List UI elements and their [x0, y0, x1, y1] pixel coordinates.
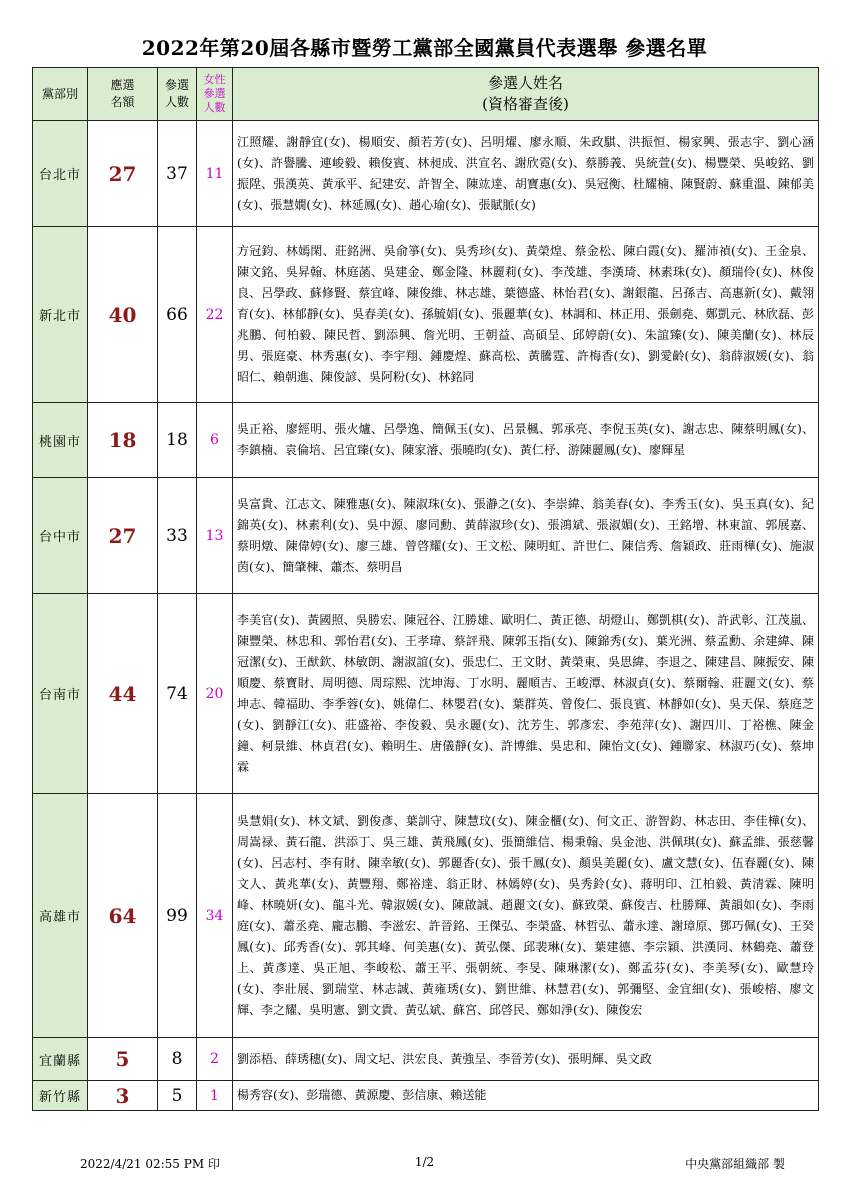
female-count: 13	[197, 478, 233, 594]
female-count: 11	[197, 121, 233, 227]
table-row	[33, 478, 819, 594]
header-count	[158, 68, 197, 121]
candidate-count: 66	[158, 227, 197, 403]
header-quota-line1: 應選	[110, 78, 135, 92]
header-female-line3: 人數	[203, 101, 226, 114]
candidate-names: 李美官(女)、黃國照、吳勝宏、陳冠谷、江勝雄、歐明仁、黃正德、胡燈山、鄭凱棋(女)、許武彰、江茂嵐、陳豐榮、林忠和、郭怡君(女)、王孝瑋、蔡評飛、陳郭玉指(女)、陳錦秀(女)、葉光洲、蔡孟勳、余建緯、陳冠潔(女)、王猷欽、林敏朗、謝淑誼(女)、張忠仁、王文財、黃榮東、吳思緯、李退之、陳建昌、陳振安、陳順慶、蔡寶財、周明德、周琮熙、沈坤海、丁水明、麗順吉、王峻潭、林淑貞(女)、蔡爾翰、莊麗文(女)、蔡坤志、韓福助、李季蓉(女)、姚偉仁、林嬰君(女)、葉群英、曾俊仁、張良賓、林靜如(女)、吳天保、蔡庭芝(女)、劉靜江(女)、莊盛裕、李俊毅、吳永麗(女)、沈芳生、郭彥宏、李苑萍(女)、謝四川、丁裕樵、陳金鐘、柯景維、林貞君(女)、賴明生、唐儀靜(女)、許博維、吳忠和、陳怡文(女)、鍾聯家、林淑巧(女)、蔡坤霖	[233, 594, 819, 794]
region-name: 新竹縣	[33, 1081, 88, 1111]
candidate-names: 楊秀容(女)、彭瑞德、黃源慶、彭信康、賴送能	[233, 1081, 819, 1111]
table-row	[33, 121, 819, 227]
candidate-names: 方冠鈞、林嫣閑、莊銘洲、吳俞箏(女)、吳秀珍(女)、黃榮煌、蔡金松、陳白霞(女)、羅沛禎(女)、王金泉、陳文銘、吳昇翰、林庭菡、吳建金、鄭金隆、林麗莉(女)、李茂雄、李漢琦、林素珠(女)、顏瑞伶(女)、林俊良、呂學政、蘇修賢、蔡宜峰、陳俊維、林志雄、葉德盛、林怡君(女)、謝銀龍、呂孫吉、高惠新(女)、戴翎育(女)、林郁靜(女)、吳春美(女)、孫毓娟(女)、張麗華(女)、林調和、林正用、張劍堯、鄭凱元、林欣磊、彭兆鵬、何柏毅、陳民哲、劉添興、詹光明、王朝益、高碩呈、邱婷蔚(女)、朱誼臻(女)、陳美蘭(女)、林辰男、張庭豪、林秀惠(女)、李宇翔、鍾慶煌、蘇高松、黃騰霆、許梅香(女)、劉愛齡(女)、翁薛淑媛(女)、翁昭仁、賴朝進、陳俊諺、吳阿粉(女)、林銘同	[233, 227, 819, 403]
header-female-line1: 女性	[203, 73, 226, 86]
candidate-count: 74	[158, 594, 197, 794]
quota-value: 3	[88, 1081, 158, 1111]
page-title: 2022年第20屆各縣市暨勞工黨部全國黨員代表選舉 參選名單	[141, 36, 708, 60]
candidate-count: 33	[158, 478, 197, 594]
table-row	[33, 1081, 819, 1111]
header-names	[233, 68, 819, 121]
table-row	[33, 227, 819, 403]
region-name: 高雄市	[33, 794, 88, 1038]
region-name: 新北市	[33, 227, 88, 403]
print-timestamp: 2022/4/21 02:55 PM 印	[80, 1157, 220, 1171]
candidate-names: 劉添梧、薛琇穗(女)、周文圮、洪宏良、黃強呈、李晉芳(女)、張明輝、吳文政	[233, 1038, 819, 1081]
candidate-names: 吳富貴、江志文、陳雅惠(女)、陳淑珠(女)、張瀞之(女)、李崇緯、翁美春(女)、李秀玉(女)、吳玉真(女)、紀錦英(女)、林素利(女)、吳中源、廖同勳、黃薛淑珍(女)、張鴻斌、張淑媚(女)、王銘增、林東誼、郭展嘉、蔡明燉、陳偉婷(女)、廖三雄、曾啓耀(女)、王文松、陳明虹、許世仁、陳信秀、詹穎政、莊雨樺(女)、施淑茵(女)、簡肇棟、蕭杰、蔡明昌	[233, 478, 819, 594]
region-name: 台北市	[33, 121, 88, 227]
quota-value: 18	[88, 403, 158, 478]
candidate-count: 99	[158, 794, 197, 1038]
quota-value: 40	[88, 227, 158, 403]
table-row	[33, 1038, 819, 1081]
region-name: 台南市	[33, 594, 88, 794]
candidate-names: 江照耀、謝靜宜(女)、楊順安、顏若芳(女)、呂明燿、廖永順、朱政騏、洪振恒、楊家興、張志宇、劉心涵(女)、許譽騰、連峻毅、賴俊賓、林昶成、洪宣名、謝欣霓(女)、蔡勝義、吳統萱(女)、楊豐榮、吳峻銘、劉振陞、張漢英、黃承平、紀建安、許智全、陳竑達、胡寶惠(女)、吳冠衡、杜耀楠、陳賢蔚、蘇重溫、陳郁美(女)、張慧嫺(女)、林延鳳(女)、趙心瑜(女)、張賦脈(女)	[233, 121, 819, 227]
candidate-names: 吳正裕、廖經明、張火爐、呂學逸、簡佩玉(女)、呂景楓、郭承亮、李倪玉英(女)、謝志忠、陳蔡明鳳(女)、李鎮楠、袁倫培、呂宜臻(女)、陳家濬、張曉昀(女)、黃仁杼、游陳麗鳳(女)、廖輝星	[233, 403, 819, 478]
region-name: 桃園市	[33, 403, 88, 478]
header-quota	[88, 68, 158, 121]
header-count-line1: 參選	[164, 78, 189, 92]
female-count: 20	[197, 594, 233, 794]
quota-value: 5	[88, 1038, 158, 1081]
header-names-line1: 參選人姓名	[487, 74, 563, 92]
female-count: 1	[197, 1081, 233, 1111]
header-count-line2: 人數	[164, 95, 189, 109]
header-female-line2: 參選	[203, 87, 226, 100]
maker-credit: 中央黨部組織部 製	[685, 1157, 785, 1171]
region-name: 宜蘭縣	[33, 1038, 88, 1081]
table-row	[33, 403, 819, 478]
header-female-count	[197, 68, 233, 121]
female-count: 34	[197, 794, 233, 1038]
female-count: 6	[197, 403, 233, 478]
header-quota-line2: 名額	[110, 95, 135, 109]
header-names-line2: (資格審查後)	[482, 95, 569, 113]
female-count: 2	[197, 1038, 233, 1081]
page-number: 1/2	[414, 1155, 435, 1169]
candidate-names: 吳慧娟(女)、林文斌、劉俊彥、葉訓守、陳慧玟(女)、陳金櫃(女)、何文正、游智鈞、林志田、李佳樺(女)、周嵩禄、黃石龍、洪添丁、吳三雄、黃飛鳳(女)、張簡維信、楊秉翰、吳金池、洪佩琪(女)、蘇孟維、張慈馨(女)、呂志村、李有財、陳幸敏(女)、郭麗香(女)、張千鳳(女)、顏吳美麗(女)、盧文慧(女)、伍春麗(女)、陳文人、黃兆華(女)、黃豐翔、鄭裕達、翁正財、林嫣婷(女)、吳秀鈴(女)、蔣明印、江柏毅、黃清霖、陳明峰、林曉妍(女)、龍斗光、韓淑媛(女)、陳啟誠、趙麗文(女)、蘇致榮、蘇俊吉、杜勝輝、黃韻如(女)、李雨庭(女)、蕭丞堯、龐志鵬、李滋宏、許晉銘、王傑弘、李榮盛、林哲弘、蕭永達、謝璋原、鄧巧佩(女)、王癸鳳(女)、邱秀香(女)、郭其峰、何美惠(女)、黃弘傑、邱裴琳(女)、葉建德、李宗穎、洪漢同、林鶴堯、蕭登上、黃彥達、吳正旭、李峻松、蕭王平、張朝統、李旻、陳琳潔(女)、鄭孟芬(女)、李美琴(女)、歐慧玲(女)、李壯展、劉瑞堂、林志誠、黃雍琇(女)、劉世維、林慧君(女)、郭彌堅、金宜細(女)、張峻榕、廖文輝、李之耀、吳明憲、劉文貴、黃弘斌、蘇宮、邱啓民、鄭如淨(女)、陳俊宏	[233, 794, 819, 1038]
candidate-table	[32, 67, 819, 1111]
candidate-count: 37	[158, 121, 197, 227]
female-count: 22	[197, 227, 233, 403]
candidate-count: 8	[158, 1038, 197, 1081]
candidate-count: 5	[158, 1081, 197, 1111]
region-name: 台中市	[33, 478, 88, 594]
table-header-row	[33, 68, 819, 121]
quota-value: 44	[88, 594, 158, 794]
table-row	[33, 594, 819, 794]
candidate-count: 18	[158, 403, 197, 478]
quota-value: 27	[88, 478, 158, 594]
quota-value: 64	[88, 794, 158, 1038]
header-region: 黨部別	[33, 68, 88, 121]
quota-value: 27	[88, 121, 158, 227]
table-row	[33, 794, 819, 1038]
